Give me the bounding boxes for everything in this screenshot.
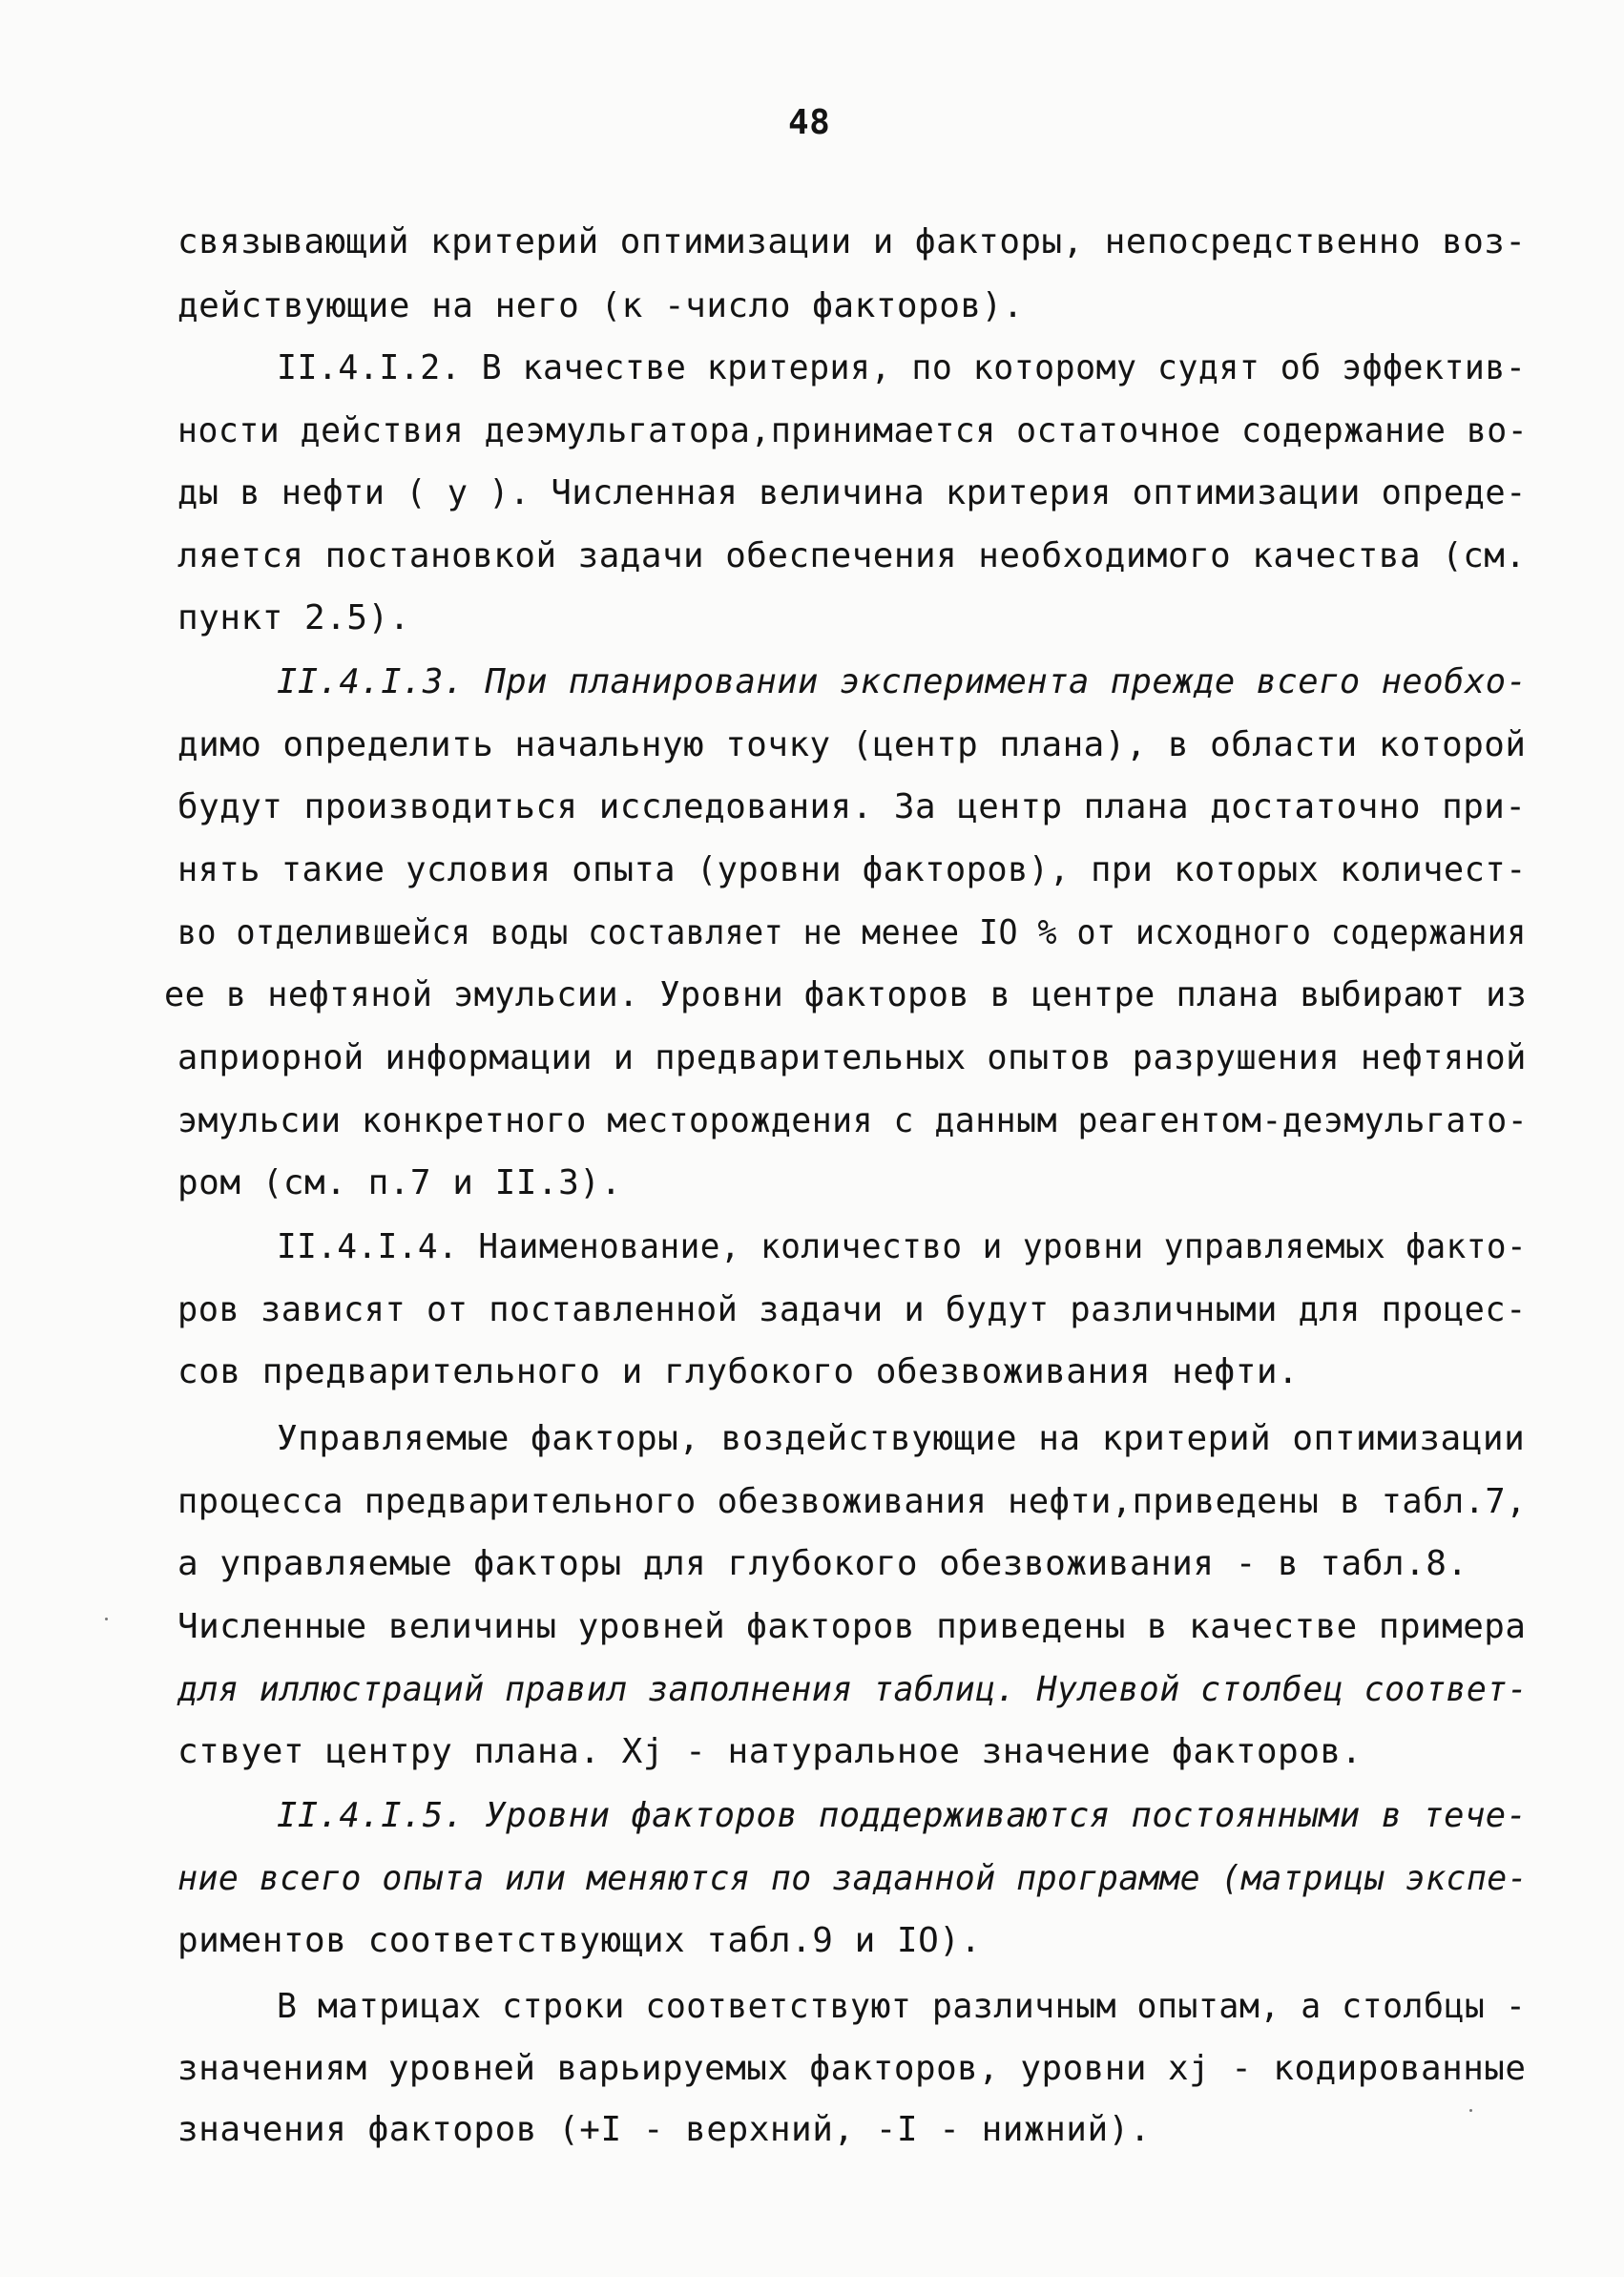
text-line: для иллюстраций правил заполнения таблиц. Нулевой столбец соответ-	[177, 1670, 1529, 1709]
text-line: ров зависят от поставленной задачи и будут различными для процес-	[177, 1290, 1527, 1329]
text-line: ром (см. п.7 и II.3).	[177, 1163, 622, 1202]
text-line: II.4.I.3. При планировании эксперимента прежде всего необхо-	[277, 662, 1528, 701]
text-line: В матрицах строки соответствуют различным опытам, а столбцы -	[277, 1987, 1527, 2026]
text-line: II.4.I.5. Уровни факторов поддерживаются постоянными в тече-	[277, 1796, 1528, 1835]
text-line: ние всего опыта или меняются по заданной программе (матрицы экспе-	[177, 1859, 1529, 1898]
text-line: значения факторов (+I - верхний, -I - нижний).	[177, 2110, 1151, 2149]
text-line: действующие на него (к -число факторов).	[177, 286, 1024, 325]
scan-speck	[1469, 2109, 1472, 2112]
text-line: Управляемые факторы, воздействующие на критерий оптимизации	[277, 1419, 1526, 1458]
text-line: во отделившейся воды составляет не менее IO % от исходного содержания	[177, 913, 1527, 952]
text-line: II.4.I.2. В качестве критерия, по которому судят об эффектив-	[277, 348, 1527, 387]
text-line: димо определить начальную точку (центр плана), в области которой	[177, 725, 1527, 764]
scan-speck	[105, 1618, 108, 1620]
text-line: ствует центру плана. Xj - натуральное значение факторов.	[177, 1732, 1363, 1771]
text-line: априорной информации и предварительных опытов разрушения нефтяной	[177, 1038, 1527, 1077]
text-line: Численные величины уровней факторов приведены в качестве примера	[177, 1607, 1527, 1646]
text-line: сов предварительного и глубокого обезвоживания нефти.	[177, 1352, 1300, 1391]
text-line: процесса предварительного обезвоживания нефти,приведены в табл.7,	[177, 1482, 1527, 1521]
text-line: ляется постановкой задачи обеспечения необходимого качества (см.	[177, 536, 1527, 575]
text-line: будут производиться исследования. За центр плана достаточно при-	[177, 787, 1527, 826]
text-line: II.4.I.4. Наименование, количество и уровни управляемых факто-	[277, 1227, 1528, 1266]
text-line: риментов соответствующих табл.9 и IO).	[177, 1921, 982, 1960]
text-line: нять такие условия опыта (уровни факторов), при которых количест-	[177, 850, 1527, 889]
text-line: значениям уровней варьируемых факторов, уровни xj - кодированные	[177, 2049, 1527, 2088]
text-line: пункт 2.5).	[177, 598, 410, 637]
text-line: связывающий критерий оптимизации и факторы, непосредственно воз-	[177, 222, 1527, 261]
text-line: а управляемые факторы для глубокого обезвоживания - в табл.8.	[177, 1544, 1468, 1583]
page-number: 48	[788, 103, 831, 142]
text-line: эмульсии конкретного месторождения с данным реагентом-деэмульгато-	[177, 1101, 1529, 1140]
text-line: ды в нефти ( y ). Численная величина критерия оптимизации опреде-	[177, 473, 1527, 512]
text-line: ее в нефтяной эмульсии. Уровни факторов в центре плана выбирают из	[164, 975, 1528, 1014]
text-line: ности действия деэмульгатора,принимается остаточное содержание во-	[177, 411, 1529, 450]
